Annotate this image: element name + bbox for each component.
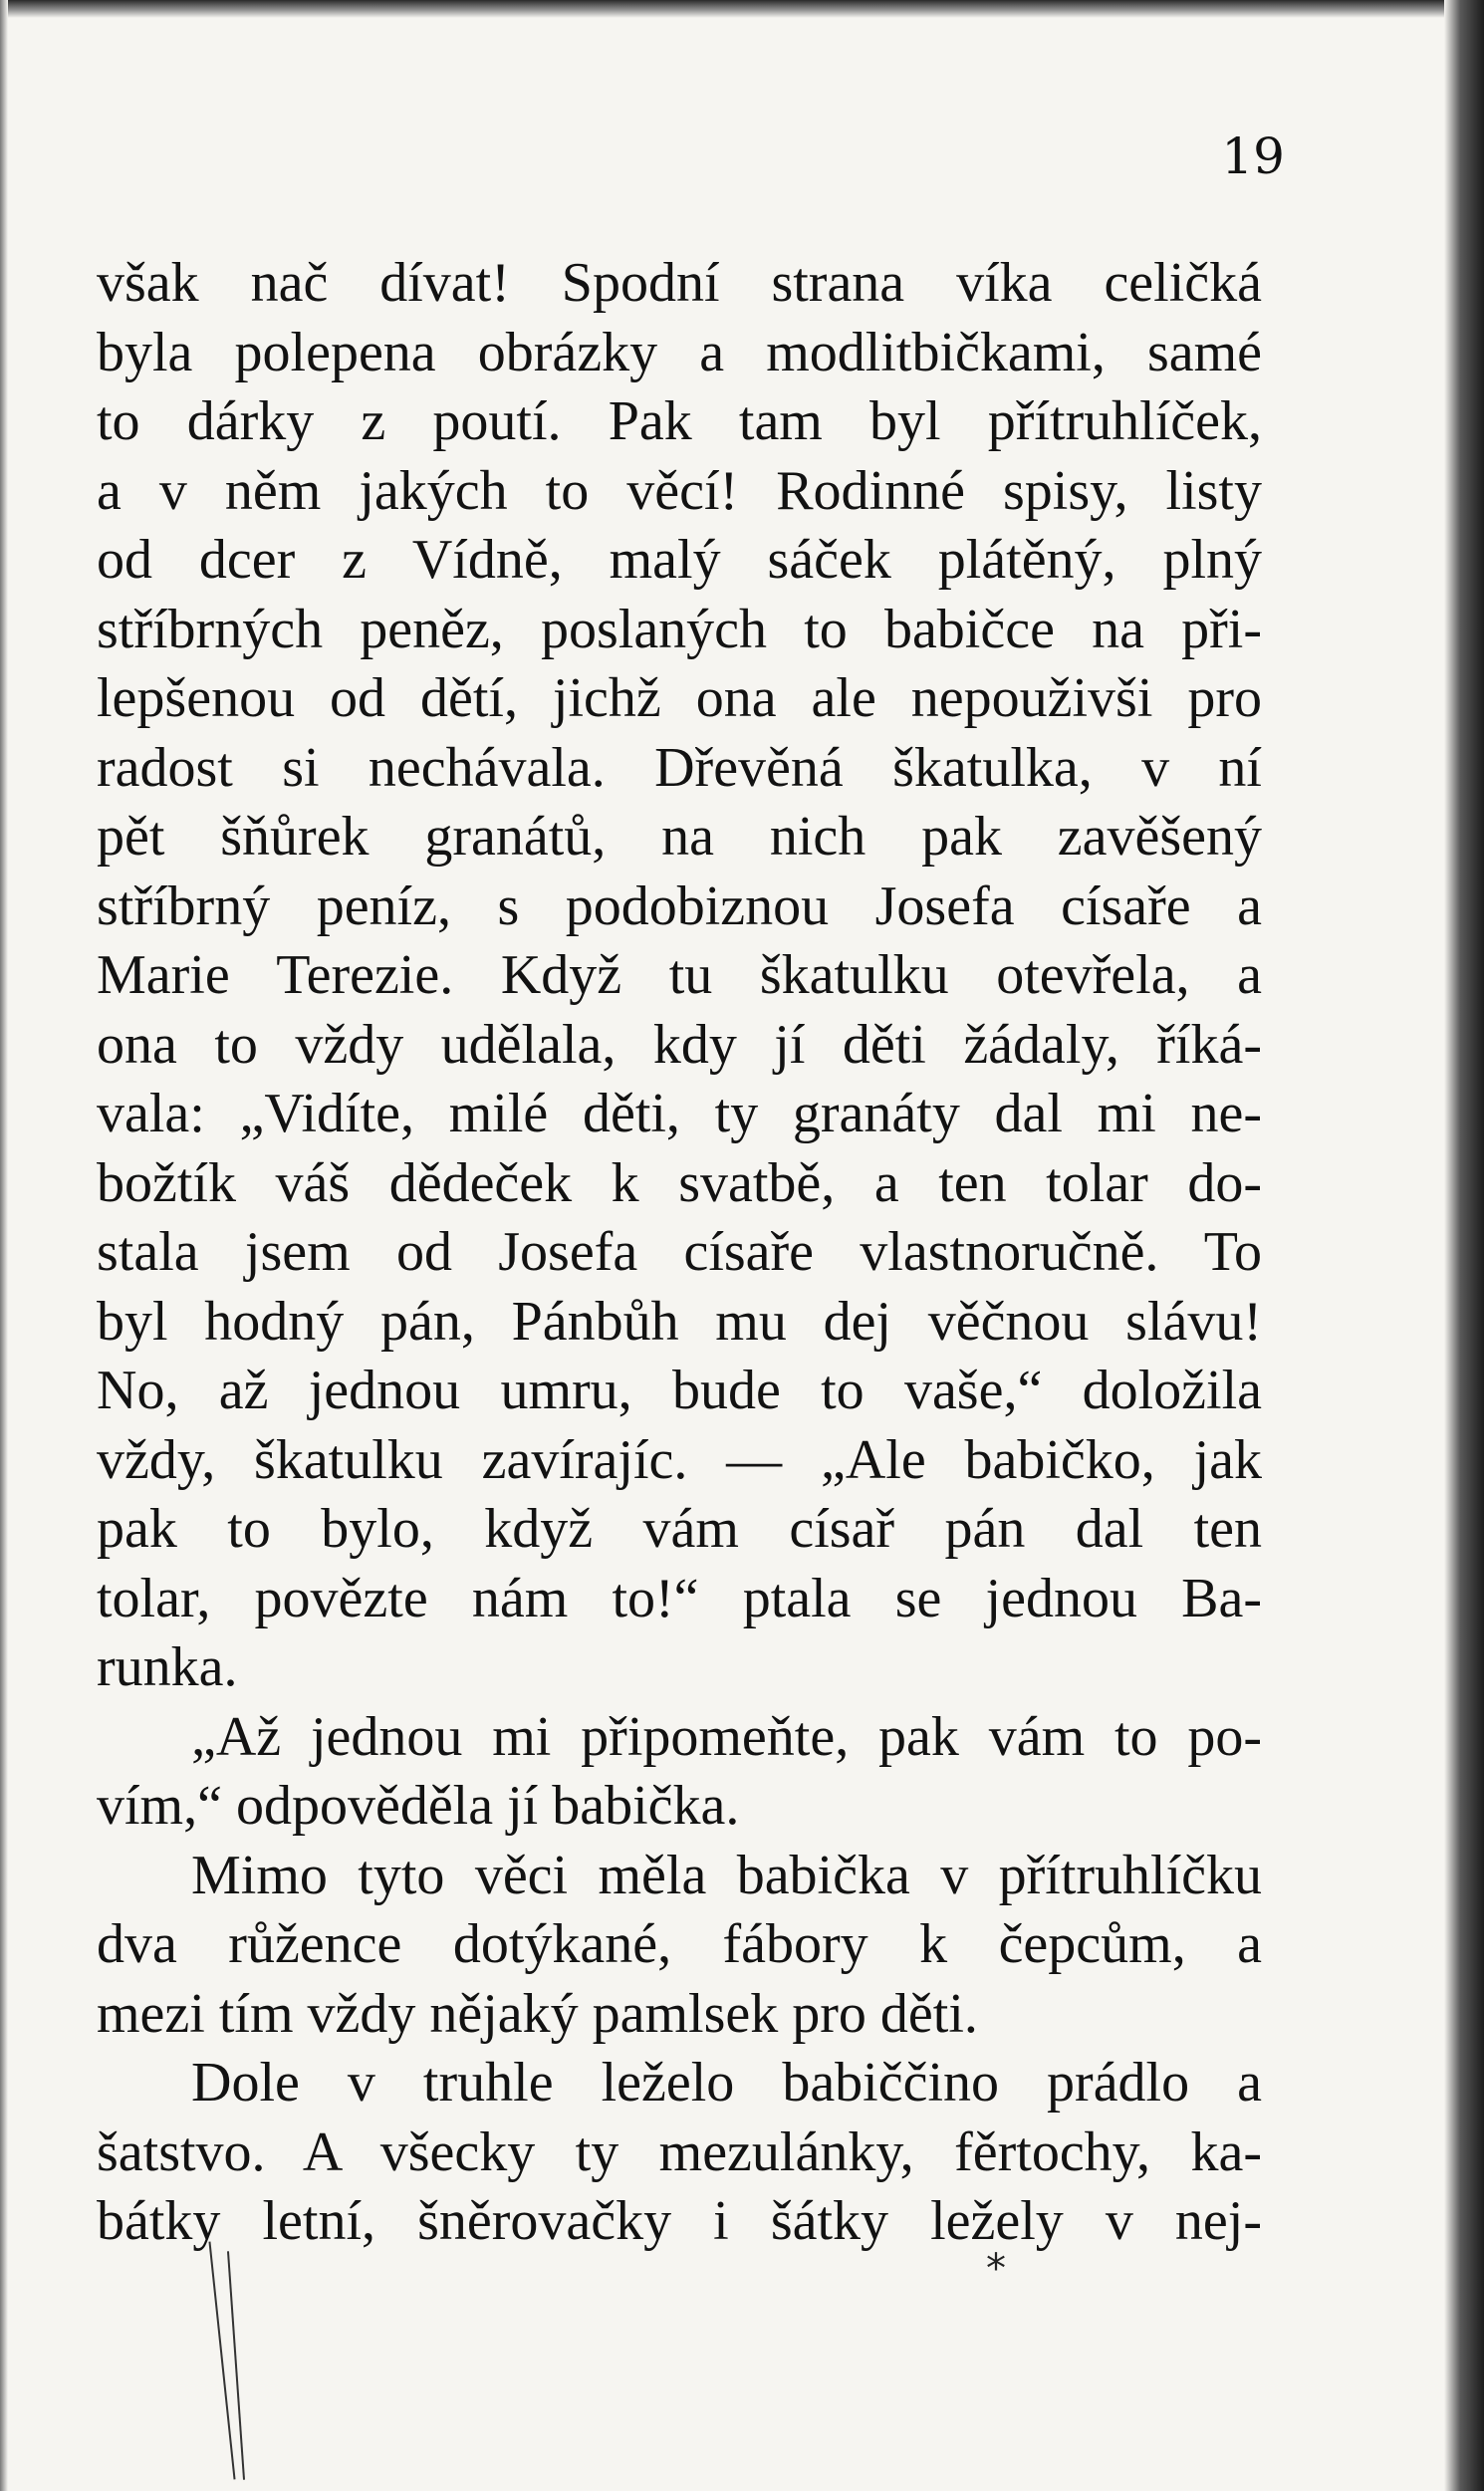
- text-line: vala: „Vidíte, milé děti, ty granáty dal mi ne-: [97, 1083, 1262, 1144]
- text-line: božtík váš dědeček k svatbě, a ten tolar do-: [97, 1151, 1262, 1214]
- scratch-mark: [208, 2242, 235, 2480]
- text-line: mezi tím vždy nějaký pamlsek pro děti.: [97, 1982, 978, 2045]
- text-line: byl hodný pán, Pánbůh mu dej věčnou slávu!: [97, 1290, 1262, 1353]
- text-line: dva růžence dotýkané, fábory k čepcům, a: [97, 1913, 1262, 1975]
- text-line: vždy, škatulku zavírajíc. — „Ale babičko, jak: [97, 1428, 1262, 1491]
- page-right-edge: [1444, 0, 1484, 2491]
- text-line: „Až jednou mi připomeňte, pak vám to po-: [191, 1705, 1262, 1768]
- text-line: pak to bylo, když vám císař pán dal ten: [97, 1498, 1262, 1560]
- text-line: ona to vždy udělala, kdy jí děti žádaly, říká-: [97, 1013, 1262, 1076]
- text-line: radost si nechávala. Dřevěná škatulka, v ní: [97, 736, 1262, 799]
- text-line: runka.: [97, 1636, 238, 1698]
- signature-mark: *: [986, 2246, 1006, 2292]
- text-line: Dole v truhle leželo babiččino prádlo a: [191, 2052, 1262, 2114]
- text-line: byla polepena obrázky a modlitbičkami, samé: [97, 321, 1262, 383]
- text-line: lepšenou od dětí, jichž ona ale nepouživši pro: [97, 667, 1262, 729]
- body-text: [97, 249, 1262, 2257]
- page-number: 19: [1221, 127, 1285, 185]
- text-line: však nač dívat! Spodní strana víka celičká: [97, 252, 1262, 314]
- text-line: šatstvo. A všecky ty mezulánky, fěrtochy, ka-: [97, 2120, 1262, 2183]
- text-line: a v něm jakých to věcí! Rodinné spisy, listy: [97, 459, 1262, 522]
- text-line: pět šňůrek granátů, na nich pak zavěšený: [97, 806, 1262, 868]
- text-line: bátky letní, šněrovačky i šátky ležely v nej-: [97, 2190, 1262, 2252]
- text-line: Marie Terezie. Když tu škatulku otevřela, a: [97, 944, 1262, 1006]
- page-top-edge: [0, 0, 1484, 18]
- text-line: od dcer z Vídně, malý sáček plátěný, plný: [97, 529, 1262, 591]
- text-line: stříbrný peníz, s podobiznou Josefa císaře a: [97, 874, 1262, 937]
- text-line: tolar, povězte nám to!“ ptala se jednou Ba-: [97, 1567, 1262, 1629]
- text-line: stala jsem od Josefa císaře vlastnoručně. To: [97, 1221, 1262, 1283]
- text-line: vím,“ odpověděla jí babička.: [97, 1775, 740, 1837]
- page-left-edge: [0, 0, 8, 2491]
- text-line: to dárky z poutí. Pak tam byl přítruhlíček,: [97, 390, 1262, 452]
- text-line: Mimo tyto věci měla babička v přítruhlíčku: [191, 1844, 1262, 1906]
- text-line: No, až jednou umru, bude to vaše,“ doložila: [97, 1360, 1262, 1421]
- text-line: stříbrných peněz, poslaných to babičce na při-: [97, 598, 1262, 660]
